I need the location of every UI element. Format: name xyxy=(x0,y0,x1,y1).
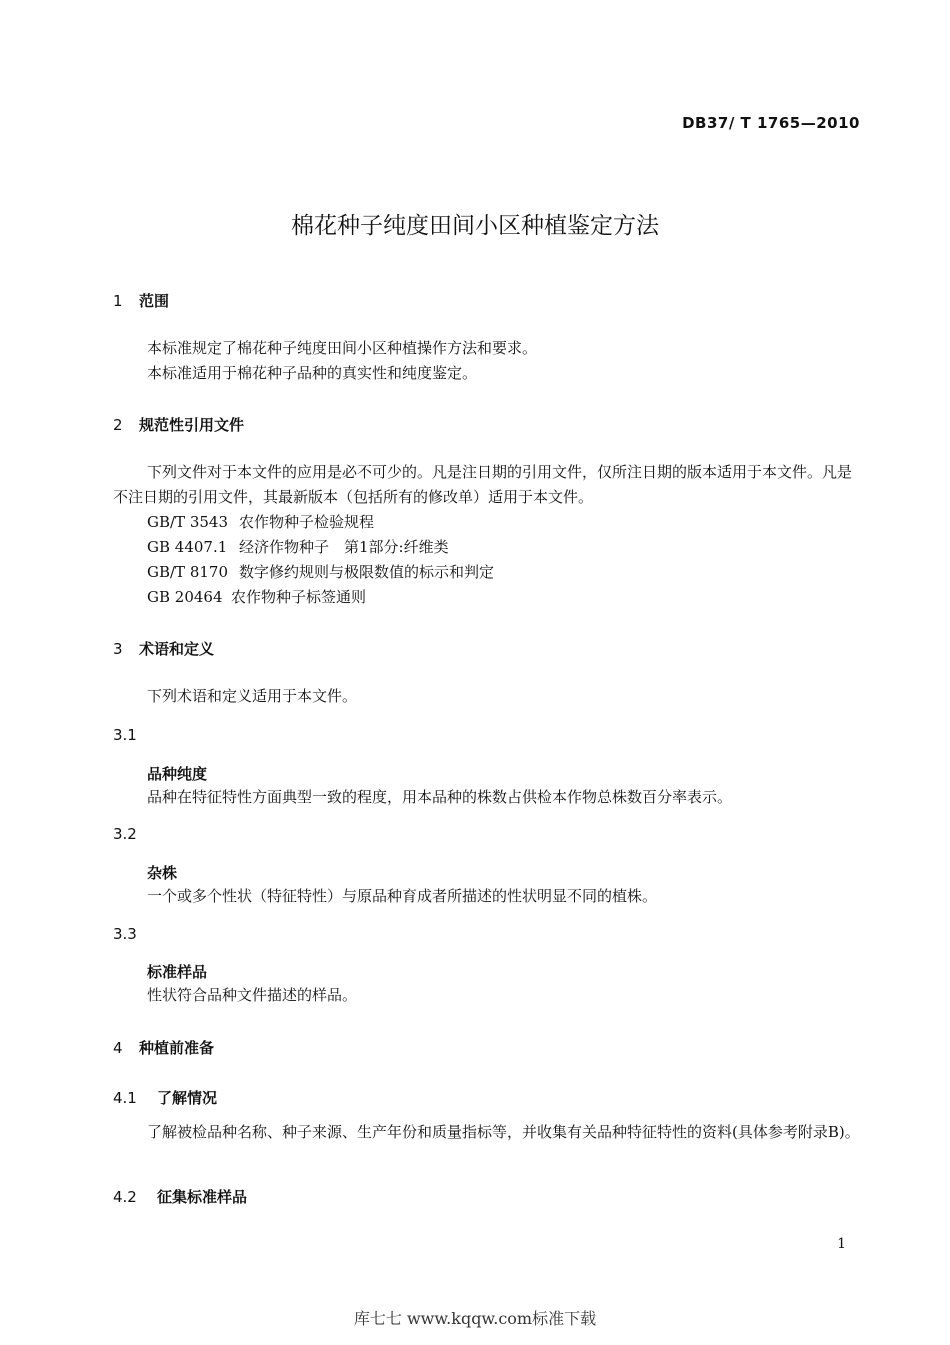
reference-title: 数字修约规则与极限数值的标示和判定 xyxy=(239,563,495,581)
s3-intro: 下列术语和定义适用于本文件。 xyxy=(147,687,358,705)
term-name: 品种纯度 xyxy=(147,765,208,783)
subsection-number: 4.2 xyxy=(113,1188,137,1206)
section-4-heading xyxy=(113,1037,214,1058)
section-title: 术语和定义 xyxy=(139,640,215,658)
s1-paragraph-2: 本标准适用于棉花种子品种的真实性和纯度鉴定。 xyxy=(147,364,478,382)
term-number: 3.1 xyxy=(113,726,137,744)
reference-title: 经济作物种子 第1部分:纤维类 xyxy=(239,538,449,556)
s2-paragraph: 下列文件对于本文件的应用是必不可少的。凡是注日期的引用文件，仅所注日期的版本适用于本文件。凡是不注日期的引用文件，其最新版本（包括所有的修改单）适用于本文件。 xyxy=(113,463,853,506)
reference-code: GB 20464 xyxy=(147,588,223,606)
term-definition: 品种在特征特性方面典型一致的程度，用本品种的株数占供检本作物总株数百分率表示。 xyxy=(147,788,733,806)
term-name: 标准样品 xyxy=(147,963,208,981)
subsection-title: 征集标准样品 xyxy=(157,1188,248,1206)
section-3-heading xyxy=(113,638,214,659)
standard-code: DB37/ T 1765—2010 xyxy=(682,114,860,132)
section-1-heading xyxy=(113,290,169,311)
term-number: 3.3 xyxy=(113,925,137,943)
section-number: 2 xyxy=(113,416,123,434)
section-number: 1 xyxy=(113,292,123,310)
reference-item xyxy=(147,560,494,585)
section-title: 范围 xyxy=(139,292,170,310)
term-name: 杂株 xyxy=(147,864,178,882)
reference-item xyxy=(147,585,366,610)
term-definition: 一个或多个性状（特征特性）与原品种育成者所描述的性状明显不同的植株。 xyxy=(147,887,658,905)
subsection-4-2-heading xyxy=(113,1186,247,1207)
reference-code: GB/T 3543 xyxy=(147,513,229,531)
term-number: 3.2 xyxy=(113,825,137,843)
reference-code: GB/T 8170 xyxy=(147,563,229,581)
subsection-number: 4.1 xyxy=(113,1089,137,1107)
reference-item xyxy=(147,510,374,535)
section-2-heading xyxy=(113,414,244,435)
reference-item xyxy=(147,535,449,560)
section-number: 3 xyxy=(113,640,123,658)
term-definition: 性状符合品种文件描述的样品。 xyxy=(147,986,358,1004)
section-number: 4 xyxy=(113,1039,123,1057)
footer-watermark: 库七七 www.kqqw.com标准下载 xyxy=(353,1309,597,1328)
reference-code: GB 4407.1 xyxy=(147,538,228,556)
document-title: 棉花种子纯度田间小区种植鉴定方法 xyxy=(291,213,659,239)
s4-1-paragraph: 了解被检品种名称、种子来源、生产年份和质量指标等，并收集有关品种特征特性的资料(具体参考附录B)。 xyxy=(147,1123,860,1141)
section-title: 种植前准备 xyxy=(139,1039,215,1057)
s1-paragraph-1: 本标准规定了棉花种子纯度田间小区种植操作方法和要求。 xyxy=(147,339,538,357)
reference-title: 农作物种子检验规程 xyxy=(239,513,375,531)
reference-title: 农作物种子标签通则 xyxy=(231,588,367,606)
section-title: 规范性引用文件 xyxy=(139,416,245,434)
subsection-4-1-heading xyxy=(113,1087,217,1108)
subsection-title: 了解情况 xyxy=(157,1089,218,1107)
page-number: 1 xyxy=(837,1236,846,1252)
